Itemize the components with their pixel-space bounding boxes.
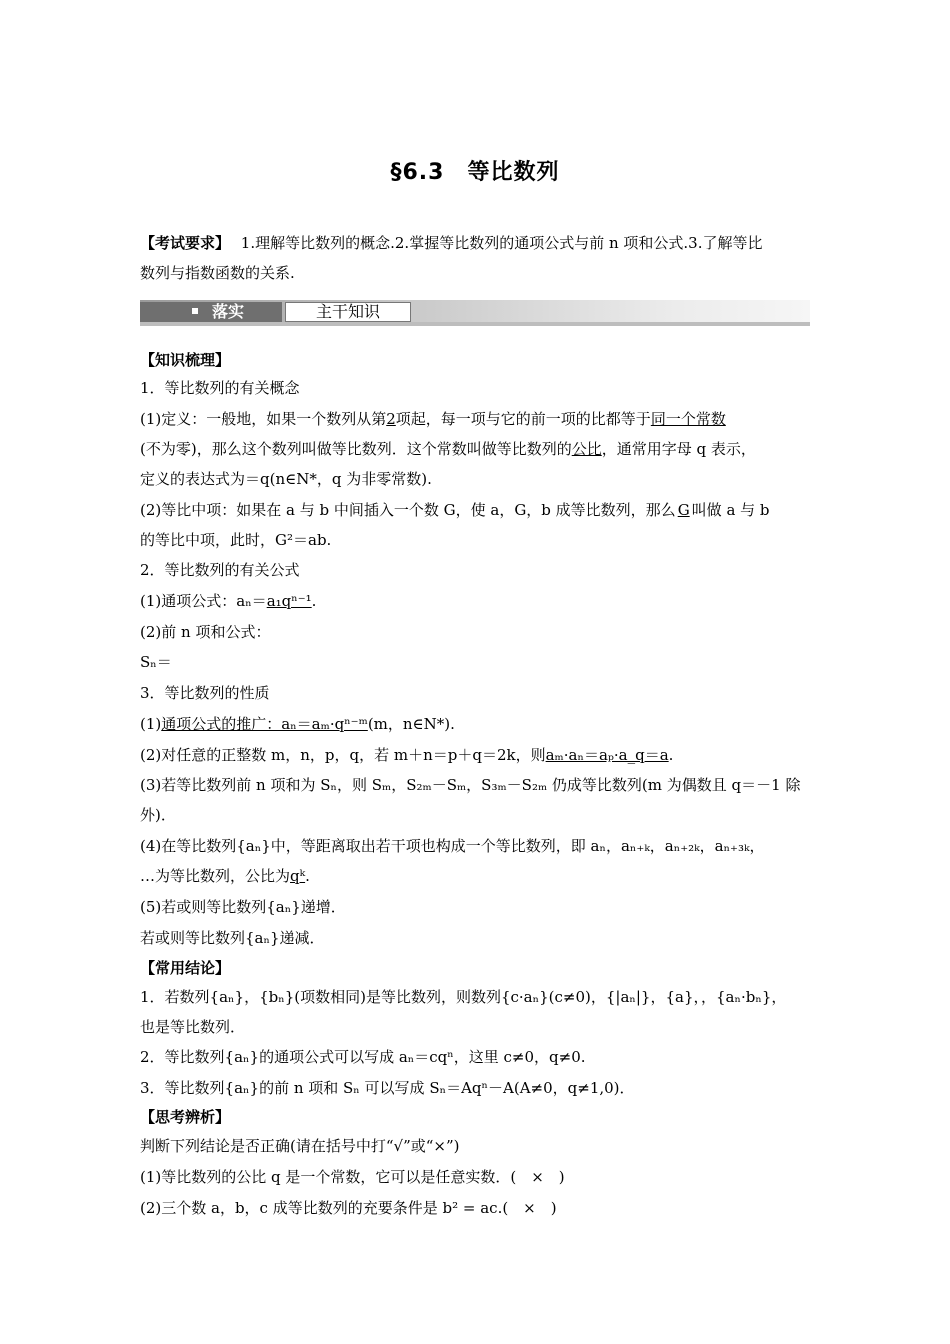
geometric-mean-blank: G — [677, 501, 690, 519]
property-4-line2 — [140, 866, 820, 886]
geometric-mean-line1 — [140, 500, 820, 520]
section-think-heading: 【思考辨析】 — [140, 1108, 231, 1126]
exam-requirements-line1 — [140, 233, 820, 253]
knowledge-item-1: 1．等比数列的有关概念 — [140, 379, 300, 397]
property-2 — [140, 745, 820, 765]
general-term-text: (1)通项公式：aₙ＝ — [140, 592, 267, 610]
property-6: 若或则等比数列{aₙ}递减． — [140, 929, 325, 947]
banner-light-tab: 主干知识 — [285, 302, 411, 322]
definition-line1 — [140, 409, 820, 429]
think-item-2: (2)三个数 a，b，c 成等比数列的充要条件是 b² = ac.( × ) — [140, 1199, 557, 1217]
general-term-blank: a₁qⁿ⁻¹ — [266, 592, 312, 610]
exam-requirements-line2: 数列与指数函数的关系. — [140, 264, 295, 282]
knowledge-item-3: 3．等比数列的性质 — [140, 684, 270, 702]
definition-text-c: 项起，每一项与它的前一项的比都等于 — [395, 410, 651, 428]
section-banner — [140, 300, 810, 326]
property-2-blank: aₘ·aₙ＝aₚ·a_q＝a — [545, 746, 669, 764]
definition-blank-2: 2 — [386, 410, 396, 428]
square-bullet-icon — [192, 308, 198, 314]
page-title: §6.3 等比数列 — [390, 160, 560, 185]
property-1-blank: 通项公式的推广：aₙ＝aₘ·qⁿ⁻ᵐ — [161, 715, 368, 733]
banner-dark-tab — [140, 302, 282, 322]
conclusion-1-line2: 也是等比数列． — [140, 1018, 246, 1036]
property-4-text: …为等比数列，公比为 — [140, 867, 291, 885]
knowledge-item-2: 2．等比数列的有关公式 — [140, 561, 300, 579]
exam-requirements-text: 1.理解等比数列的概念.2.掌握等比数列的通项公式与前 n 项和公式.3.了解等比 — [240, 234, 763, 252]
definition-text-a: (1)定义：一般地，如果一个数列从第 — [140, 410, 387, 428]
property-2-text: (2)对任意的正整数 m，n，p，q，若 m＋n＝p＋q＝2k，则 — [140, 746, 546, 764]
conclusion-1-line1: 1．若数列{aₙ}，{bₙ}(项数相同)是等比数列，则数列{c·aₙ}(c≠0)，{|aₙ|}，{a}，，{aₙ·bₙ}， — [140, 988, 787, 1006]
definition-blank-ratio: 公比 — [571, 440, 602, 458]
section-common-heading: 【常用结论】 — [140, 959, 231, 977]
banner-strip — [140, 322, 810, 326]
general-term-end: . — [311, 592, 317, 610]
property-1 — [140, 714, 820, 734]
conclusion-2: 2．等比数列{aₙ}的通项公式可以写成 aₙ＝cqⁿ，这里 c≠0，q≠0. — [140, 1048, 586, 1066]
property-1-end: (m，n∈N*). — [367, 715, 455, 733]
property-5: (5)若或则等比数列{aₙ}递增． — [140, 898, 346, 916]
section-knowledge-heading: 【知识梳理】 — [140, 351, 231, 369]
geometric-mean-line2: 的等比中项，此时，G²＝ab. — [140, 531, 332, 549]
property-4-end: . — [305, 867, 310, 885]
definition-blank-constant: 同一个常数 — [650, 410, 726, 428]
think-instruction: 判断下列结论是否正确(请在括号中打“√”或“×”) — [140, 1137, 460, 1155]
exam-requirements-label: 【考试要求】 — [140, 234, 231, 252]
property-2-end: . — [668, 746, 674, 764]
definition-text-2a: (不为零)，那么这个数列叫做等比数列．这个常数叫做等比数列的 — [140, 440, 572, 458]
definition-line2 — [140, 439, 820, 459]
definition-text-2c: ，通常用字母 q 表示， — [601, 440, 756, 458]
property-1-number: (1) — [140, 715, 162, 733]
general-term-formula — [140, 591, 820, 611]
property-4-blank: qᵏ — [290, 867, 306, 885]
sum-formula-label: (2)前 n 项和公式： — [140, 623, 271, 641]
think-item-1: (1)等比数列的公比 q 是一个常数，它可以是任意实数．( × ) — [140, 1168, 565, 1186]
definition-line3: 定义的表达式为＝q(n∈N*，q 为非零常数). — [140, 470, 432, 488]
geometric-mean-text-c: 叫做 a 与 b — [691, 501, 770, 519]
property-4-line1: (4)在等比数列{aₙ}中，等距离取出若干项也构成一个等比数列，即 aₙ，aₙ₊ₖ，aₙ₊₂ₖ，aₙ₊₃ₖ， — [140, 837, 765, 855]
geometric-mean-text-a: (2)等比中项：如果在 a 与 b 中间插入一个数 G，使 a，G，b 成等比数列，那么 — [140, 501, 676, 519]
banner-dark-label: 落实 — [212, 302, 245, 321]
conclusion-3: 3．等比数列{aₙ}的前 n 项和 Sₙ 可以写成 Sₙ＝Aqⁿ－A(A≠0，q≠1,0)． — [140, 1079, 635, 1097]
sum-formula: Sₙ＝ — [140, 653, 172, 671]
property-3-line2: 外)． — [140, 806, 176, 824]
property-3-line1: (3)若等比数列前 n 项和为 Sₙ，则 Sₘ，S₂ₘ－Sₘ，S₃ₘ－S₂ₘ 仍成等比数列(m 为偶数且 q＝－1 除 — [140, 776, 801, 794]
